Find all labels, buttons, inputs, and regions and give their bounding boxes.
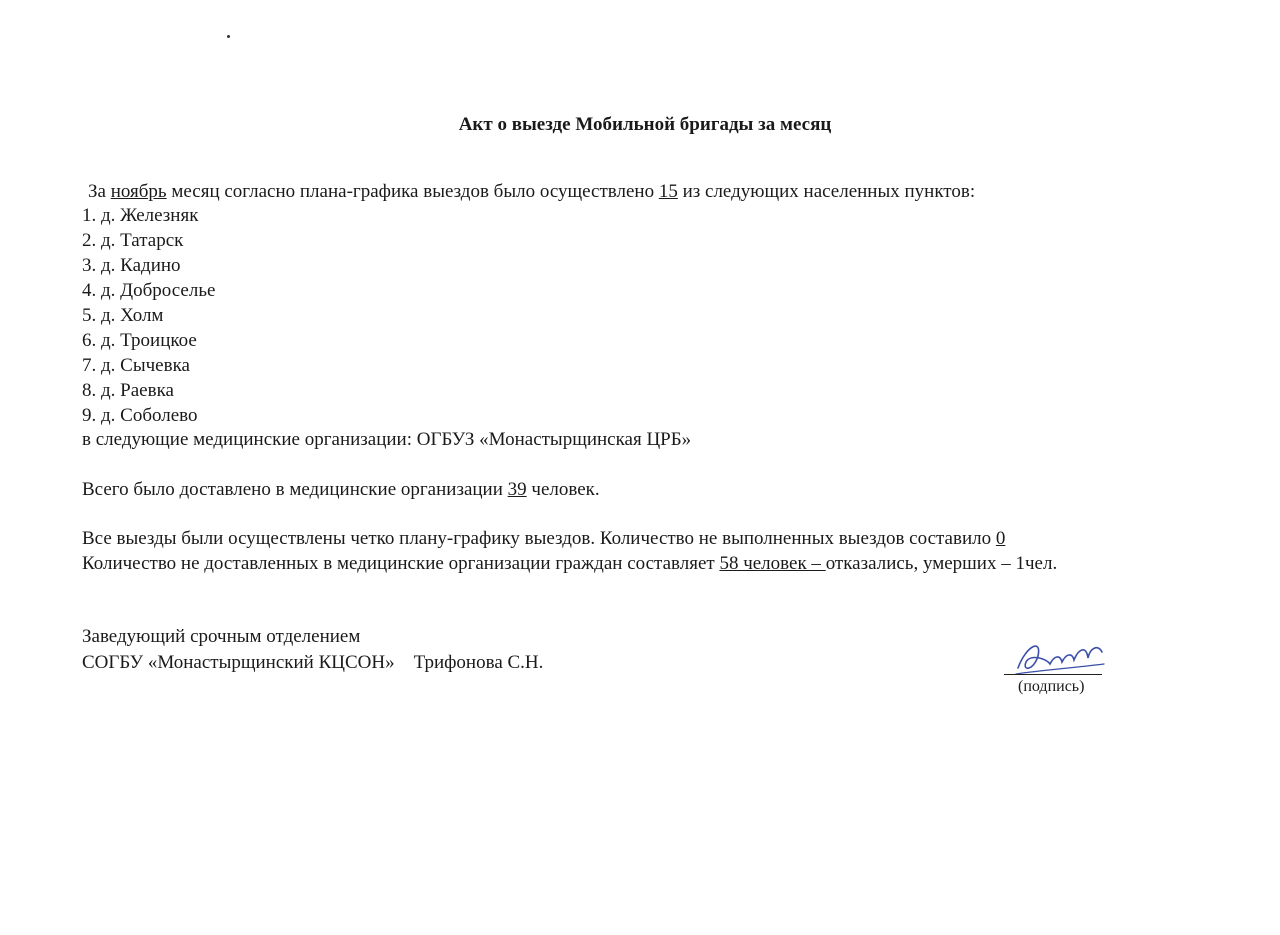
scan-speck [227,35,230,38]
month-value: ноябрь [110,181,167,202]
delivered-value: 39 [507,479,527,500]
org-and-name: СОГБУ «Монастырщинский КЦСОН» Трифонова С.Н. [82,652,544,673]
not-delivered-value: 58 человек – [719,553,826,574]
intro-pre: За [88,181,111,202]
signature-icon [1012,638,1108,678]
list-item: 6. д. Троицкое [82,330,197,351]
delivered-line [82,479,600,501]
list-item: 1. д. Железняк [82,205,199,226]
trips-count: 15 [658,181,678,202]
trips-pre: Все выезды были осуществлены четко плану-графику выездов. Количество не выполненных выездов составило [82,528,996,549]
trips-failed-value: 0 [995,528,1006,549]
document-title: Акт о выезде Мобильной бригады за месяц [458,114,832,135]
position-title: Заведующий срочным отделением [82,626,361,647]
delivered-post: человек. [526,479,600,500]
village-list [82,203,215,428]
list-item: 2. д. Татарск [82,230,184,251]
signature-caption: (подпись) [1018,678,1085,695]
intro-paragraph [88,181,975,203]
list-item: 7. д. Сычевка [82,355,190,376]
delivered-pre: Всего было доставлено в медицинские организации [82,479,508,500]
not-delivered-line [82,553,1057,575]
not-delivered-pre: Количество не доставленных в медицинские организации граждан составляет [82,553,720,574]
trips-line [82,528,1005,550]
list-item: 4. д. Доброселье [82,280,216,301]
list-item: 9. д. Соболево [82,405,198,426]
list-item: 3. д. Кадино [82,255,181,276]
intro-mid: месяц согласно плана-графика выездов было осуществлено [171,181,659,202]
list-item: 8. д. Раевка [82,380,174,401]
signature-line [1004,674,1102,675]
intro-post: из следующих населенных пунктов: [682,181,976,202]
orgs-line: в следующие медицинские организации: ОГБУЗ «Монастырщинская ЦРБ» [82,429,692,450]
list-item: 5. д. Холм [82,305,164,326]
not-delivered-post: отказались, умерших – 1чел. [825,553,1058,574]
